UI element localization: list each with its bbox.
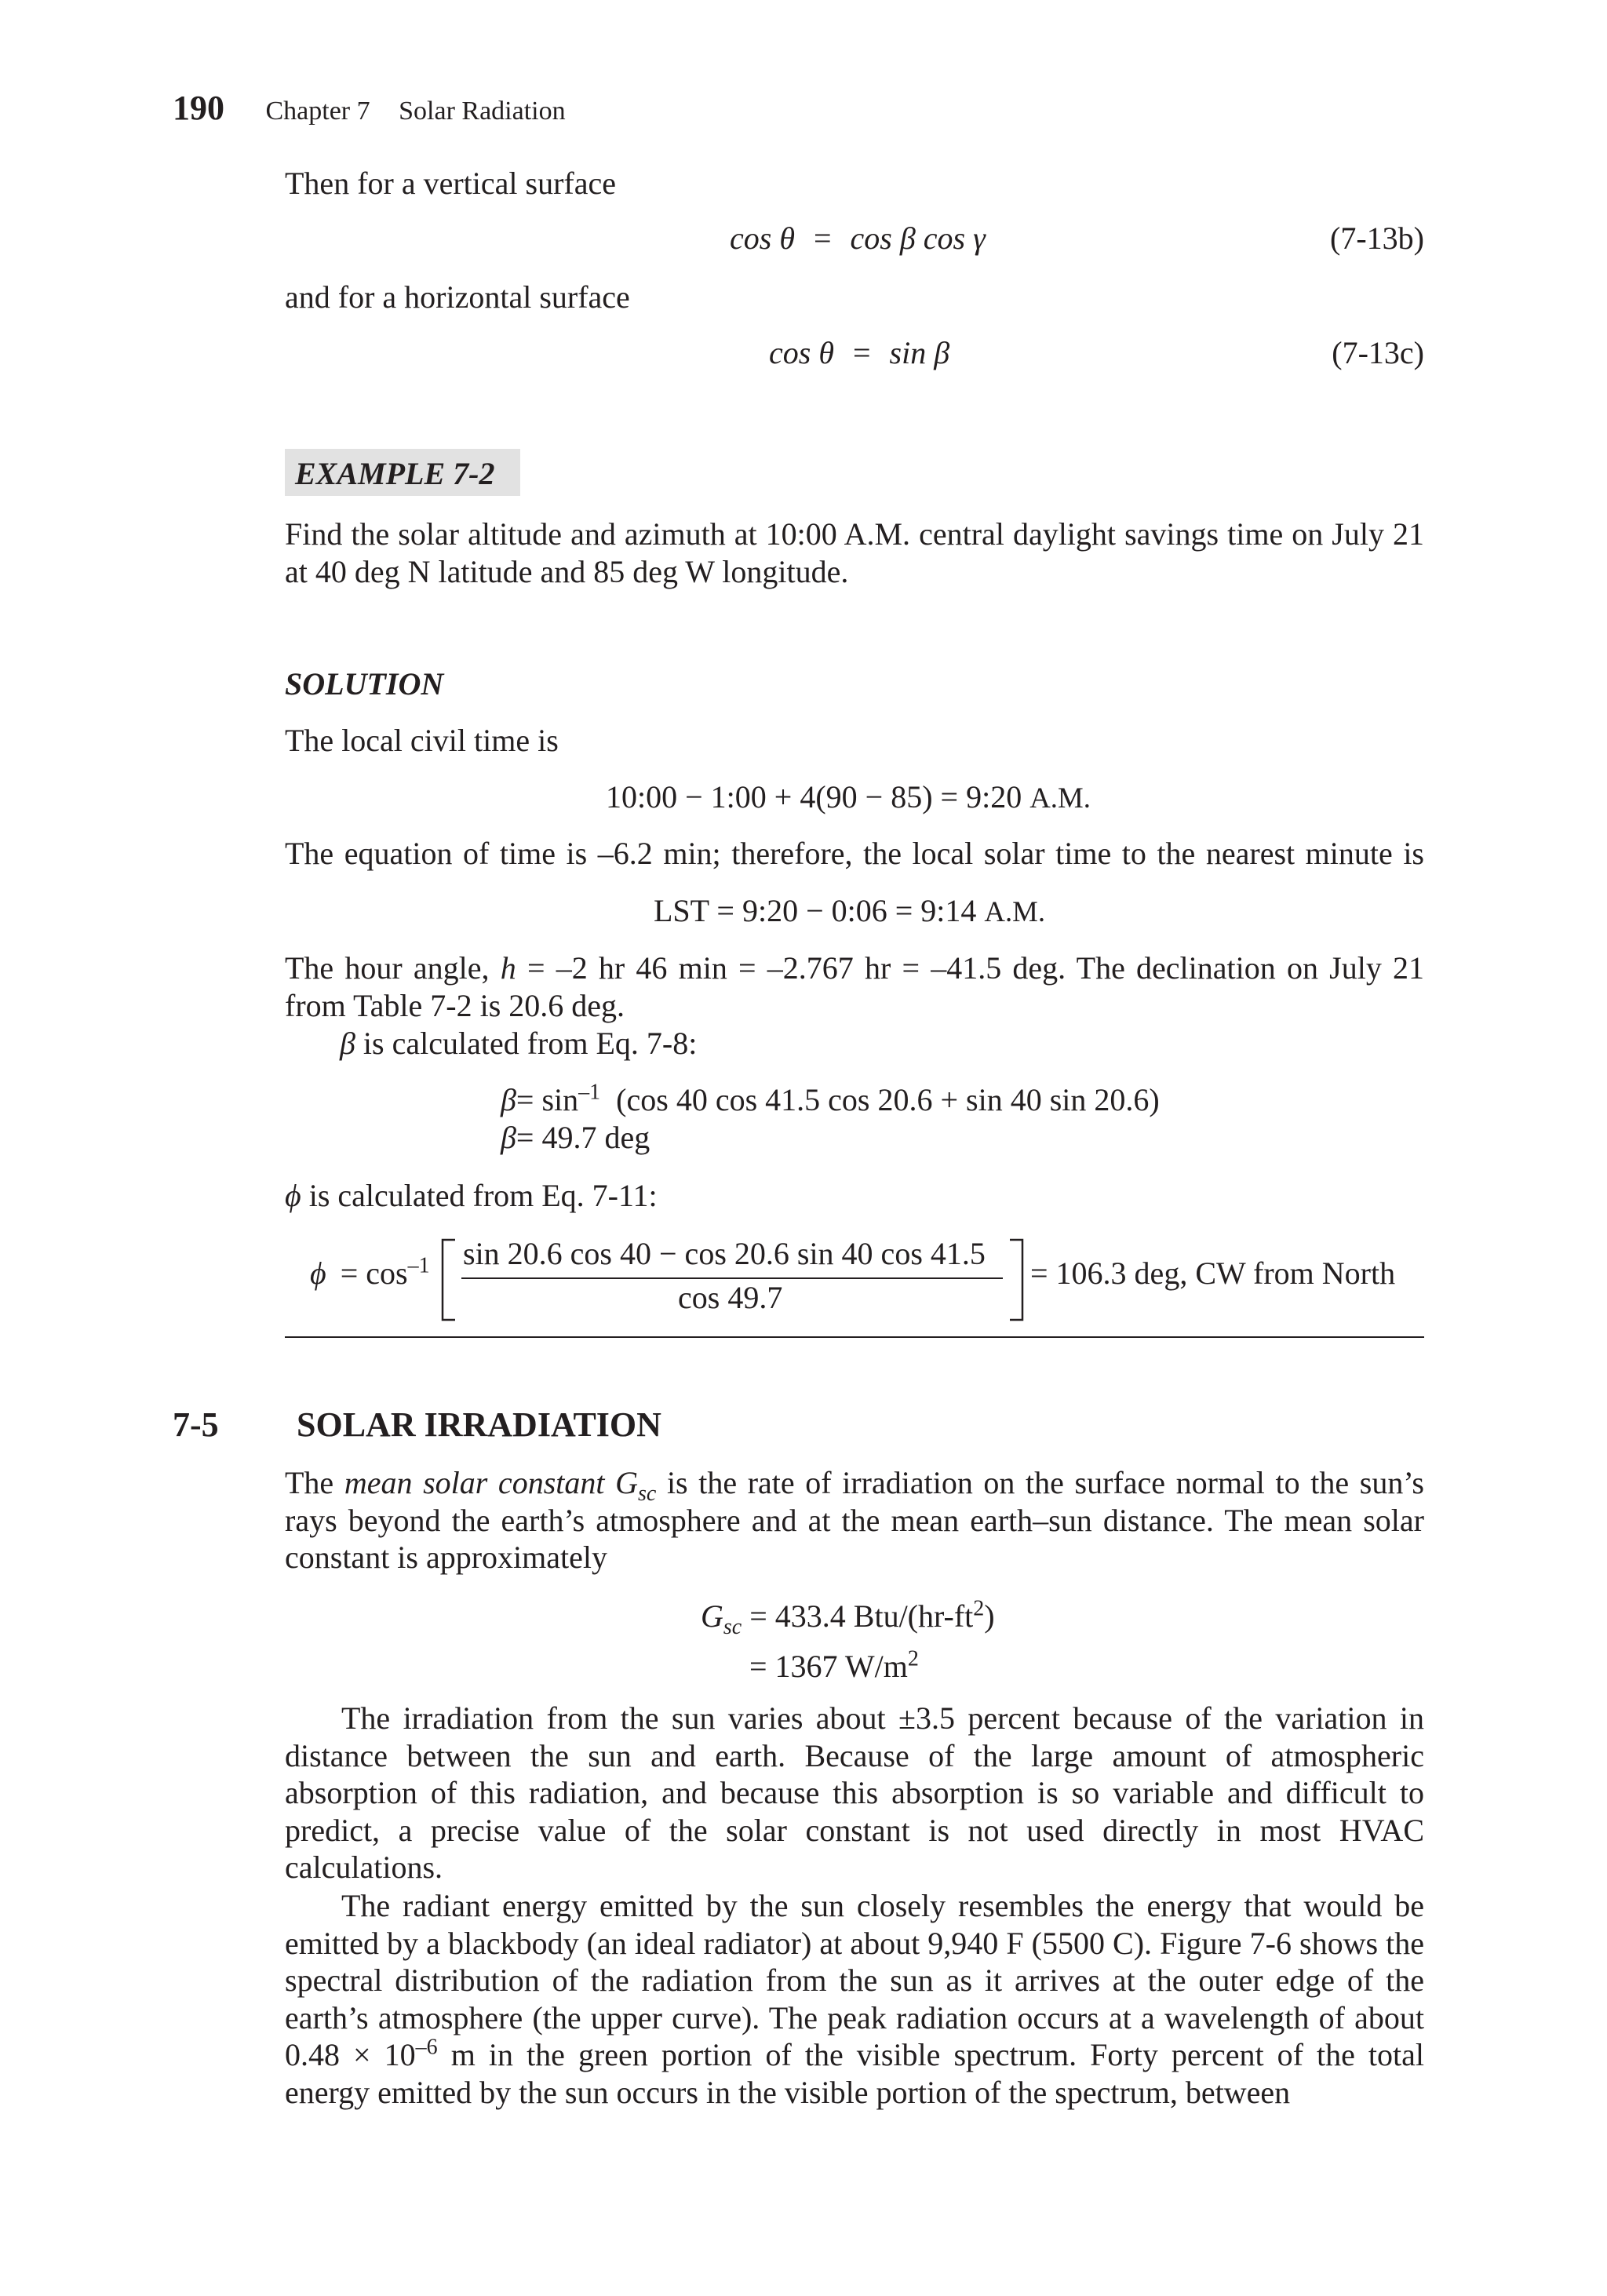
gsc-equation-2 xyxy=(749,1648,919,1686)
lst-eq-text: LST = 9:20 − 0:06 = 9:14 xyxy=(654,893,977,928)
chapter-title: Solar Radiation xyxy=(399,97,566,126)
beta-intro xyxy=(340,1025,697,1062)
example-end-rule xyxy=(285,1336,1424,1338)
phi-right-bracket xyxy=(1007,1238,1026,1321)
equation-7-13b xyxy=(730,220,986,257)
p2-text: The irradiation from the sun varies about ±3.5 percent because of the variation in distance between the sun and earth. Because of the large amount of atmospheric absorption of this radiation, and because this absorption is so variable and difficult to predict, a precise value of the solar constant is not used directly in most HVAC calculations. xyxy=(285,1700,1424,1885)
phi-denominator: cos 49.7 xyxy=(678,1280,783,1315)
beta-equation-1 xyxy=(501,1081,1160,1119)
p3-body xyxy=(285,1887,1424,2111)
page-number: 190 xyxy=(173,89,224,127)
solution-title: SOLUTION xyxy=(285,666,444,702)
gsc-sub: sc xyxy=(723,1615,742,1639)
section-paragraph-1 xyxy=(285,1464,1424,1576)
chapter-label: Chapter 7 xyxy=(265,97,370,126)
phi-symbol: ϕ xyxy=(285,1178,301,1213)
eq-13b-equals: = xyxy=(813,220,832,256)
eot-text: The equation of time is –6.2 min; therefore, the local solar time to the nearest minute is xyxy=(285,836,1424,871)
beta-eq1-args: (cos 40 cos 41.5 cos 20.6 + sin 40 sin 20.6) xyxy=(616,1082,1160,1117)
beta-intro-text: is calculated from Eq. 7-8: xyxy=(363,1026,698,1061)
phi-result: = 106.3 deg, CW from North xyxy=(1030,1256,1396,1291)
eq-13b-rhs: cos β cos γ xyxy=(850,220,986,256)
phi-symbol-eq: ϕ xyxy=(310,1256,326,1291)
lct-eq-text: 10:00 − 1:00 + 4(90 − 85) = 9:20 xyxy=(606,779,1022,815)
p1-text-a: The xyxy=(285,1465,334,1500)
gsc-eq1-text: = 433.4 Btu/(hr-ft xyxy=(749,1598,974,1634)
eq-number-13c: (7-13c) xyxy=(1332,335,1424,370)
beta-eq1-fn: = sin xyxy=(516,1082,579,1117)
section-title: SOLAR IRRADIATION xyxy=(297,1405,661,1444)
section-paragraph-3 xyxy=(285,1887,1424,2111)
hour-angle-paragraph xyxy=(285,949,1424,1024)
p3-sup: –6 xyxy=(415,2035,438,2060)
phi-intro-text: is calculated from Eq. 7-11: xyxy=(308,1178,658,1213)
eq-13c-rhs: sin β xyxy=(889,335,950,370)
hour-angle-text-a: The hour angle, xyxy=(285,950,490,986)
gsc-equation-1 xyxy=(701,1596,995,1639)
p1-term-sub: sc xyxy=(637,1481,657,1506)
gsc-eq2-text: = 1367 W/m xyxy=(749,1649,908,1684)
gsc-eq1-sup: 2 xyxy=(973,1596,985,1621)
phi-numerator: sin 20.6 cos 40 − cos 20.6 sin 40 cos 41.5 xyxy=(463,1236,986,1271)
running-header xyxy=(173,88,566,128)
lct-equation xyxy=(606,778,1091,817)
beta-symbol-eq1: β xyxy=(501,1082,516,1117)
p1-term: mean solar constant G xyxy=(344,1465,638,1500)
vertical-surface-text: Then for a vertical surface xyxy=(285,166,616,201)
example-title: EXAMPLE 7-2 xyxy=(295,456,495,491)
beta-symbol: β xyxy=(340,1026,355,1061)
eq-13c-equals: = xyxy=(852,335,871,370)
section-paragraph-2 xyxy=(285,1700,1424,1886)
eq-number-13b: (7-13b) xyxy=(1330,220,1424,256)
gsc-var: G xyxy=(701,1598,723,1634)
lct-ampm: A.M. xyxy=(1029,782,1091,814)
p3-text-a: The radiant energy emitted by the sun closely resembles the energy that would be emitted by a blackbody (an ideal radiator) at about 9,940 F (5500 C). Figure 7-6 shows the spectral distribution of the radiation from the sun as it arrives at the outer edge of the earth’s atmosphere (the upper curve). The peak radiation occurs at a wavelength of about 0.48 × 10 xyxy=(285,1888,1424,2072)
phi-intro xyxy=(285,1177,658,1215)
lst-equation xyxy=(654,892,1045,931)
phi-lhs-fn: = cos xyxy=(340,1256,408,1291)
phi-equation-lhs xyxy=(310,1255,430,1292)
horizontal-surface-text: and for a horizontal surface xyxy=(285,279,630,315)
lst-ampm: A.M. xyxy=(984,895,1046,928)
section-number: 7-5 xyxy=(173,1405,219,1444)
beta-symbol-eq2: β xyxy=(501,1120,516,1155)
p1-text-b: is the rate of irradiation on the surface normal to the sun’s rays beyond the earth’s atmosphere and at the mean earth–sun distance. The mean solar constant is approximately xyxy=(285,1465,1424,1575)
eq-13b-lhs: cos θ xyxy=(730,220,795,256)
phi-left-bracket xyxy=(439,1238,458,1321)
beta-eq1-exp: –1 xyxy=(578,1080,601,1105)
eq-13c-lhs: cos θ xyxy=(769,335,834,370)
hour-angle-var: h xyxy=(500,950,516,986)
equation-7-13c xyxy=(769,334,949,372)
example-problem: Find the solar altitude and azimuth at 10:00 A.M. central daylight savings time on July 21 at 40 deg N latitude and 85 deg W longitude. xyxy=(285,516,1424,589)
p3-text-b: m in the green portion of the visible spectrum. Forty percent of the total energy emitted by the sun occurs in the visible portion of the spectrum, between xyxy=(285,2037,1425,2110)
phi-exp: –1 xyxy=(407,1253,430,1278)
hour-angle-text-b: = –2 hr 46 min = –2.767 hr = –41.5 deg. The declination on July 21 from Table 7-2 is 20.6 deg. xyxy=(285,950,1425,1023)
beta-equation-2 xyxy=(501,1119,650,1157)
beta-eq2-text: = 49.7 deg xyxy=(516,1120,650,1155)
gsc-eq2-sup: 2 xyxy=(907,1646,919,1671)
lct-intro: The local civil time is xyxy=(285,723,559,758)
gsc-eq1-end: ) xyxy=(984,1598,995,1634)
